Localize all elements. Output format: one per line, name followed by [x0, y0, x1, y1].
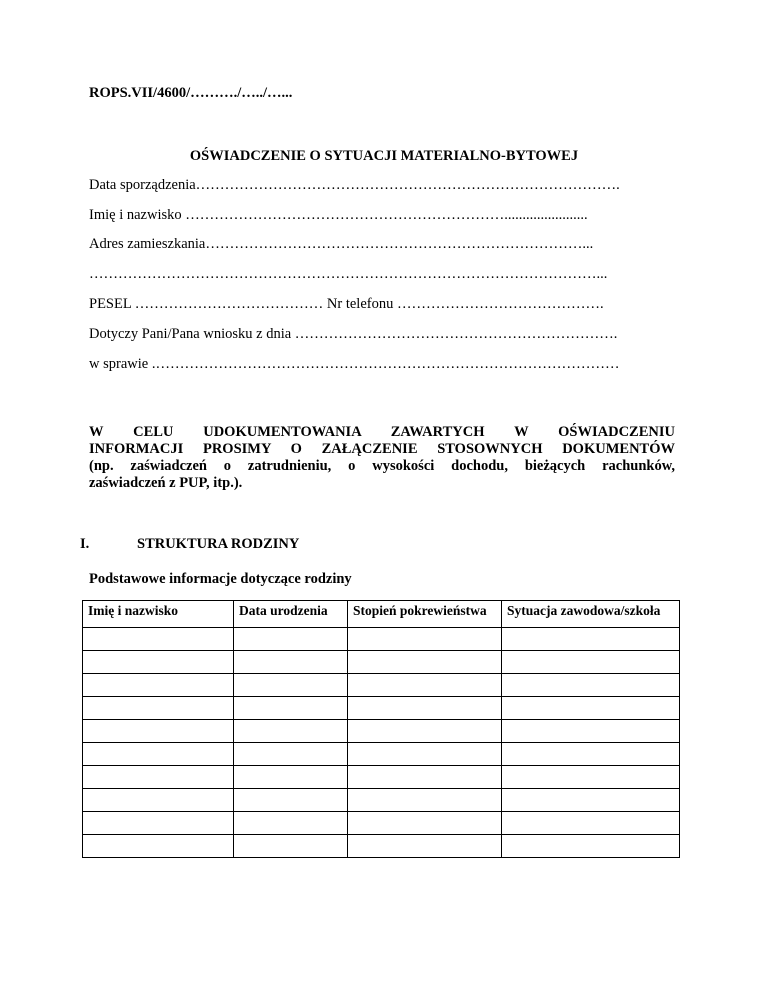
table-cell[interactable] — [83, 651, 234, 674]
table-cell[interactable] — [502, 651, 680, 674]
table-cell[interactable] — [348, 743, 502, 766]
document-title: OŚWIADCZENIE O SYTUACJI MATERIALNO-BYTOWEJ — [189, 148, 579, 164]
table-cell[interactable] — [234, 651, 348, 674]
table-cell[interactable] — [83, 697, 234, 720]
table-cell[interactable] — [348, 720, 502, 743]
table-cell[interactable] — [502, 743, 680, 766]
table-cell[interactable] — [83, 674, 234, 697]
table-cell[interactable] — [83, 628, 234, 651]
address-field[interactable]: Adres zamieszkania……………………………………………………………………... — [89, 236, 594, 252]
table-cell[interactable] — [348, 812, 502, 835]
documentation-notice — [89, 424, 675, 492]
table-cell[interactable] — [502, 766, 680, 789]
notice-line: W CELU UDOKUMENTOWANIA ZAWARTYCH W OŚWIADCZENIU — [89, 424, 675, 440]
family-structure-table — [82, 600, 680, 858]
notice-line: INFORMACJI PROSIMY O ZAŁĄCZENIE STOSOWNYCH DOKUMENTÓW — [89, 441, 675, 457]
table-cell[interactable] — [83, 835, 234, 858]
table-row — [83, 628, 680, 651]
table-row — [83, 674, 680, 697]
table-cell[interactable] — [502, 720, 680, 743]
table-row — [83, 651, 680, 674]
section-number: I. — [80, 536, 90, 552]
column-header-birthdate: Data urodzenia — [234, 601, 348, 628]
table-cell[interactable] — [234, 697, 348, 720]
name-field[interactable]: Imię i nazwisko …………………………………………………………....................... — [89, 207, 588, 223]
table-cell[interactable] — [348, 789, 502, 812]
table-cell[interactable] — [83, 766, 234, 789]
table-cell[interactable] — [83, 743, 234, 766]
table-cell[interactable] — [83, 812, 234, 835]
application-date-field[interactable]: Dotyczy Pani/Pana wniosku z dnia …………………………………………………………. — [89, 326, 618, 342]
table-row — [83, 743, 680, 766]
table-cell[interactable] — [234, 789, 348, 812]
table-cell[interactable] — [234, 766, 348, 789]
pesel-phone-field[interactable]: PESEL ………………………………… Nr telefonu ……………………………………. — [89, 296, 604, 312]
table-cell[interactable] — [234, 674, 348, 697]
table-cell[interactable] — [502, 628, 680, 651]
table-cell[interactable] — [348, 674, 502, 697]
table-row — [83, 720, 680, 743]
date-field[interactable]: Data sporządzenia……………………………………………………………………………. — [89, 177, 620, 193]
notice-line: zaświadczeń z PUP, itp.). — [89, 475, 243, 491]
table-cell[interactable] — [348, 835, 502, 858]
table-cell[interactable] — [348, 628, 502, 651]
column-header-occupation: Sytuacja zawodowa/szkoła — [502, 601, 680, 628]
table-row — [83, 812, 680, 835]
table-row — [83, 835, 680, 858]
reference-number: ROPS.VII/4600/………./…../…... — [89, 85, 293, 101]
family-table-body — [83, 628, 680, 858]
table-cell[interactable] — [234, 720, 348, 743]
section-title: STRUKTURA RODZINY — [137, 536, 300, 552]
table-row — [83, 789, 680, 812]
column-header-name: Imię i nazwisko — [83, 601, 234, 628]
table-row — [83, 697, 680, 720]
table-cell[interactable] — [502, 789, 680, 812]
column-header-relationship: Stopień pokrewieństwa — [348, 601, 502, 628]
notice-line: (np. zaświadczeń o zatrudnieniu, o wysokości dochodu, bieżących rachunków, — [89, 458, 675, 474]
table-cell[interactable] — [83, 720, 234, 743]
table-cell[interactable] — [234, 743, 348, 766]
table-cell[interactable] — [348, 697, 502, 720]
table-cell[interactable] — [502, 697, 680, 720]
table-cell[interactable] — [234, 628, 348, 651]
address-continuation-field[interactable]: ……………………………………………………………………………………………... — [89, 266, 608, 282]
table-cell[interactable] — [348, 766, 502, 789]
table-cell[interactable] — [234, 812, 348, 835]
matter-field[interactable]: w sprawie .…………………………………………………………………………………… — [89, 356, 620, 372]
table-cell[interactable] — [348, 651, 502, 674]
table-cell[interactable] — [502, 674, 680, 697]
table-header-row — [83, 601, 680, 628]
table-row — [83, 766, 680, 789]
table-cell[interactable] — [502, 835, 680, 858]
table-cell[interactable] — [502, 812, 680, 835]
table-cell[interactable] — [83, 789, 234, 812]
section-subtitle: Podstawowe informacje dotyczące rodziny — [89, 571, 352, 587]
table-cell[interactable] — [234, 835, 348, 858]
